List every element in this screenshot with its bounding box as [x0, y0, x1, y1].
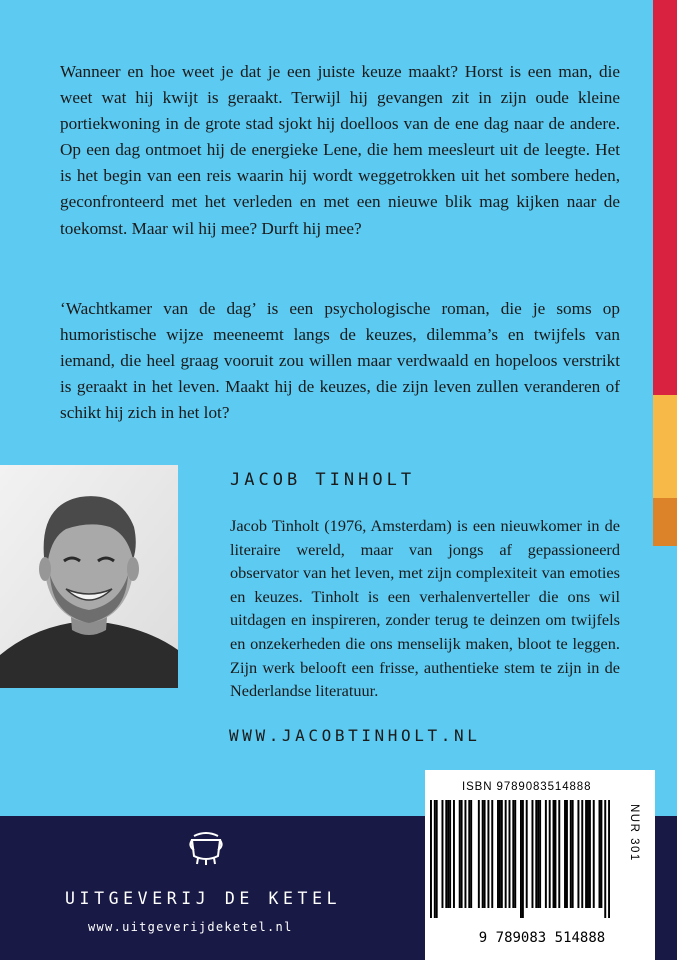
barcode-bar [545, 800, 547, 908]
publisher-url[interactable]: www.uitgeverijdeketel.nl [88, 920, 293, 934]
barcode-bar [549, 800, 551, 908]
barcode-bar [482, 800, 484, 908]
barcode-bar [470, 800, 472, 908]
barcode-bar [520, 800, 522, 918]
barcode-bar [604, 800, 606, 918]
barcode-bar [478, 800, 480, 908]
barcode-bar [531, 800, 533, 908]
barcode-bar [464, 800, 466, 908]
barcode-bar [514, 800, 516, 908]
accent-stripe-orange [653, 498, 677, 546]
blurb-paragraph-1: Wanneer en hoe weet je dat je een juiste keuze maakt? Horst is een man, die weet wat hij kwijt is geraakt. Terwijl hij gevangen zit in zijn oude kleine portiekwoning in de grote stad sjokt hij doelloos van de ene dag naar de andere. Op een dag ontmoet hij de energieke Lene, die hem meesleurt uit de leegte. Het is het begin van een reis waarin hij wordt weggetrokken uit het sombere heden, geconfronteerd met het verleden en met een nieuwe blik mag kijken naar de toekomst. Maar wil hij mee? Durft hij mee? [60, 62, 620, 238]
barcode-digits: 9 789083 514888 [478, 930, 606, 946]
barcode-bar [512, 800, 514, 908]
barcode-bar [449, 800, 451, 908]
barcode-bar [447, 800, 449, 908]
barcode-bar [558, 800, 560, 908]
accent-stripe-red [653, 0, 677, 395]
barcode-bar [522, 800, 524, 918]
barcode-bar [537, 800, 539, 908]
barcode-bar [566, 800, 568, 908]
barcode-bar [487, 800, 489, 908]
barcode-bar [577, 800, 579, 908]
accent-stripe-yellow [653, 395, 677, 498]
barcode [430, 800, 610, 918]
barcode-bar [564, 800, 566, 908]
barcode-bar [468, 800, 470, 908]
barcode-bar [509, 800, 511, 908]
barcode-bar [434, 800, 436, 918]
nur-label: NUR 301 [628, 804, 640, 862]
barcode-bar [589, 800, 591, 908]
barcode-bar [599, 800, 601, 908]
author-website[interactable]: WWW.JACOBTINHOLT.NL [229, 726, 481, 745]
publisher-name: UITGEVERIJ DE KETEL [65, 889, 342, 908]
barcode-bar [570, 800, 572, 908]
barcode-bar [461, 800, 463, 908]
barcode-bar [445, 800, 447, 908]
barcode-bar [501, 800, 503, 908]
barcode-bar [554, 800, 556, 908]
barcode-bar [539, 800, 541, 908]
barcode-bar [587, 800, 589, 908]
barcode-bar [459, 800, 461, 908]
barcode-bar [484, 800, 486, 908]
barcode-bar [499, 800, 501, 908]
barcode-bar [581, 800, 583, 908]
barcode-bar [585, 800, 587, 908]
barcode-bar [572, 800, 574, 908]
barcode-bar [491, 800, 493, 908]
kettle-logo-icon [188, 826, 224, 871]
barcode-bar [553, 800, 555, 908]
blurb-paragraph-2: ‘Wachtkamer van de dag’ is een psychologische roman, die je soms op humoristische wijze meeneemt langs de keuzes, dilemma’s en twijfels van iemand, die heel graag vooruit zou willen maar verdwaald en hopeloos verstrikt is geraakt in het leven. Maakt hij de keuzes, die zijn leven zullen veranderen of schikt hij zich in het lot? [60, 299, 620, 423]
barcode-bar [535, 800, 537, 908]
barcode-bar [453, 800, 455, 908]
author-photo [0, 465, 178, 688]
isbn-label: ISBN 9789083514888 [462, 781, 592, 793]
author-name: JACOB TINHOLT [230, 470, 416, 490]
barcode-bar [430, 800, 432, 918]
barcode-bar [600, 800, 602, 908]
barcode-digits-box [425, 910, 655, 950]
barcode-bar [505, 800, 507, 908]
barcode-bar [436, 800, 438, 918]
author-bio: Jacob Tinholt (1976, Amsterdam) is een nieuwkomer in de literaire wereld, maar van jongs af gepassioneerd observator van het leven, met zijn complexiteit van emoties en keuzes. Tinholt is een verhalenverteller die ons wil uitdagen en inspireren, zonder terug te deinzen om twijfels en onzekerheden die ons menselijk maken, bloot te leggen. Zijn werk belooft een frisse, authentieke stem te zijn in de Nederlandse literatuur. [230, 516, 620, 701]
barcode-bar [441, 800, 443, 908]
barcode-bar [608, 800, 610, 918]
barcode-bar [497, 800, 499, 908]
barcode-bar [526, 800, 528, 908]
barcode-bar [593, 800, 595, 908]
nur-label-box [619, 800, 659, 890]
